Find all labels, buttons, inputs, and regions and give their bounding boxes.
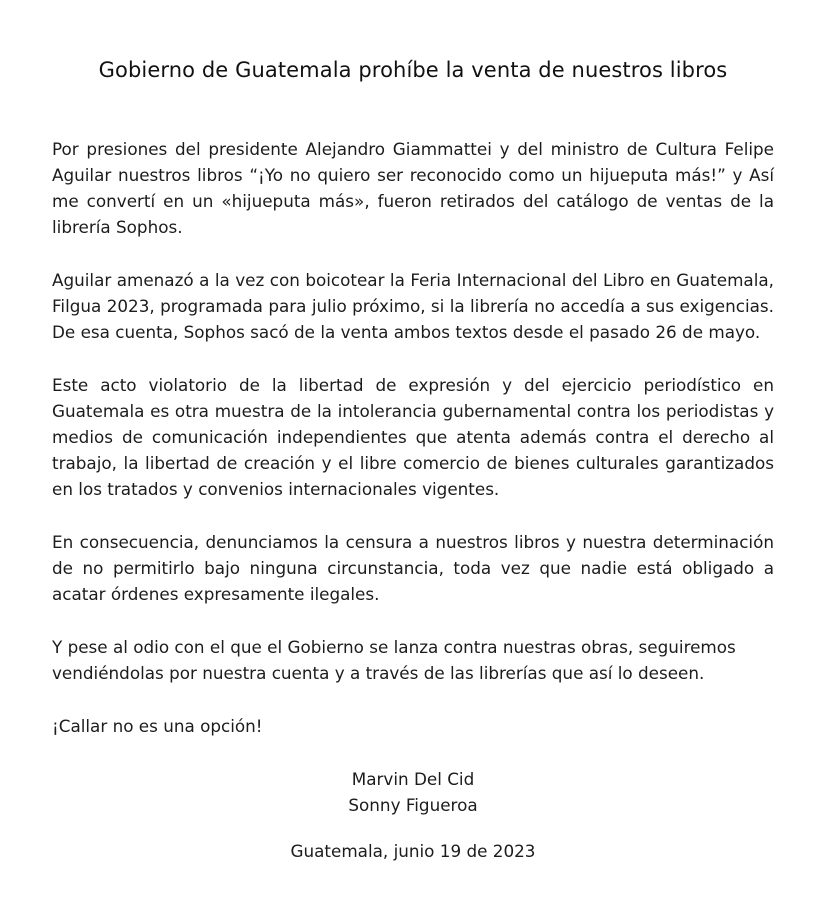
signature-block xyxy=(52,766,774,818)
statement-title: Gobierno de Guatemala prohíbe la venta de nuestros libros xyxy=(98,58,728,82)
paragraph-2: Aguilar amenazó a la vez con boicotear la Feria Internacional del Libro en Guatemala, Filgua 2023, programada para julio próximo, si la librería no accedía a sus exigencias. De esa cuenta, Sophos sacó de la venta ambos textos desde el pasado 26 de mayo. xyxy=(52,270,774,342)
closing-line: ¡Callar no es una opción! xyxy=(52,716,263,736)
statement-body xyxy=(52,136,774,739)
signature-name-2: Sonny Figueroa xyxy=(348,795,478,815)
dateline: Guatemala, junio 19 de 2023 xyxy=(290,841,536,861)
paragraph-5: Y pese al odio con el que el Gobierno se lanza contra nuestras obras, seguiremos vendiéndolas por nuestra cuenta y a través de las librerías que así lo deseen. xyxy=(52,637,736,683)
signature-name-1: Marvin Del Cid xyxy=(351,769,475,789)
paragraph-4: En consecuencia, denunciamos la censura a nuestros libros y nuestra determinación de no permitirlo bajo ninguna circunstancia, toda vez que nadie está obligado a acatar órdenes expresamente ilegales. xyxy=(52,532,774,604)
paragraph-1: Por presiones del presidente Alejandro Giammattei y del ministro de Cultura Felipe Aguilar nuestros libros “¡Yo no quiero ser reconocido como un hijueputa más!” y Así me convertí en un «hijueputa más», fueron retirados del catálogo de ventas de la librería Sophos. xyxy=(52,139,774,237)
paragraph-3: Este acto violatorio de la libertad de expresión y del ejercicio periodístico en Guatemala es otra muestra de la intolerancia gubernamental contra los periodistas y medios de comunicación independientes que atenta además contra el derecho al trabajo, la libertad de creación y el libre comercio de bienes culturales garantizados en los tratados y convenios internacionales vigentes. xyxy=(52,375,774,499)
